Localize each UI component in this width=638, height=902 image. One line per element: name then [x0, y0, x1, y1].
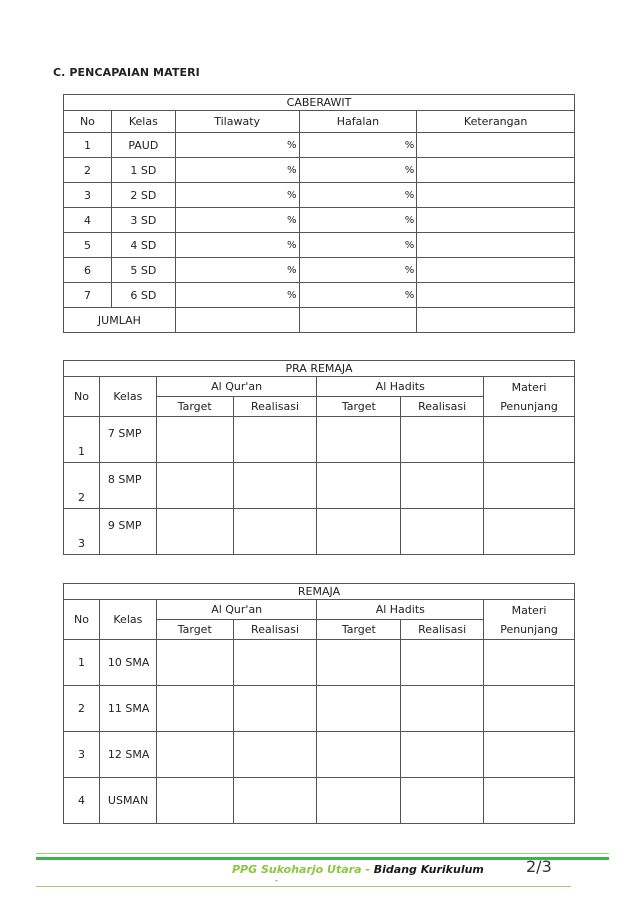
hadits-target-cell[interactable] — [317, 509, 401, 555]
quran-realisasi-cell[interactable] — [233, 732, 317, 778]
materi-penunjang-cell[interactable] — [484, 778, 575, 824]
row-no: 4 — [64, 778, 100, 824]
row-no: 2 — [64, 686, 100, 732]
row-kelas: 8 SMP — [99, 463, 156, 509]
header-hafalan: Hafalan — [299, 111, 417, 133]
table-row — [64, 417, 575, 463]
footer-divider-bottom — [36, 886, 571, 887]
header-quran-target: Target — [156, 397, 233, 417]
header-quran: Al Qur'an — [156, 600, 317, 620]
quran-realisasi-cell[interactable] — [233, 686, 317, 732]
tilawaty-cell[interactable]: % — [175, 183, 299, 208]
quran-realisasi-cell[interactable] — [233, 778, 317, 824]
materi-penunjang-cell[interactable] — [484, 732, 575, 778]
hadits-realisasi-cell[interactable] — [401, 417, 484, 463]
row-no: 1 — [64, 417, 100, 463]
hafalan-cell[interactable]: % — [299, 233, 417, 258]
hadits-target-cell[interactable] — [317, 640, 401, 686]
row-no: 1 — [64, 133, 112, 158]
header-materi-penunjang: Materi Penunjang — [484, 377, 575, 417]
table-row — [64, 133, 575, 158]
materi-penunjang-cell[interactable] — [484, 509, 575, 555]
hadits-realisasi-cell[interactable] — [401, 686, 484, 732]
hadits-target-cell[interactable] — [317, 778, 401, 824]
pra-remaja-title: PRA REMAJA — [64, 361, 575, 377]
hadits-realisasi-cell[interactable] — [401, 732, 484, 778]
table-row — [64, 208, 575, 233]
remaja-title: REMAJA — [64, 584, 575, 600]
total-hafalan-cell[interactable] — [299, 308, 417, 333]
quran-realisasi-cell[interactable] — [233, 417, 317, 463]
row-no: 5 — [64, 233, 112, 258]
row-kelas: 11 SMA — [99, 686, 156, 732]
total-row — [64, 308, 575, 333]
header-keterangan: Keterangan — [417, 111, 575, 133]
header-tilawaty: Tilawaty — [175, 111, 299, 133]
remaja-table — [63, 583, 575, 824]
total-keterangan-cell[interactable] — [417, 308, 575, 333]
tilawaty-cell[interactable]: % — [175, 283, 299, 308]
table-row — [64, 183, 575, 208]
caberawit-title: CABERAWIT — [64, 95, 575, 111]
keterangan-cell[interactable] — [417, 208, 575, 233]
header-hadits-target: Target — [317, 620, 401, 640]
row-kelas: 1 SD — [111, 158, 175, 183]
pra-remaja-table — [63, 360, 575, 555]
footer-dash: - — [275, 876, 278, 885]
row-kelas: 2 SD — [111, 183, 175, 208]
table-row — [64, 778, 575, 824]
footer-divider-top — [36, 853, 609, 854]
header-quran-realisasi: Realisasi — [233, 620, 317, 640]
tilawaty-cell[interactable]: % — [175, 208, 299, 233]
table-row — [64, 732, 575, 778]
row-kelas: 12 SMA — [99, 732, 156, 778]
row-kelas: 10 SMA — [99, 640, 156, 686]
table-row — [64, 640, 575, 686]
header-quran-target: Target — [156, 620, 233, 640]
quran-target-cell[interactable] — [156, 509, 233, 555]
header-hadits-realisasi: Realisasi — [401, 620, 484, 640]
quran-realisasi-cell[interactable] — [233, 509, 317, 555]
row-kelas: PAUD — [111, 133, 175, 158]
footer-department: Bidang Kurikulum — [373, 863, 484, 876]
hafalan-cell[interactable]: % — [299, 258, 417, 283]
hadits-realisasi-cell[interactable] — [401, 463, 484, 509]
header-kelas: Kelas — [99, 377, 156, 417]
footer-org: PPG Sukoharjo Utara — [232, 863, 362, 876]
section-title: C. PENCAPAIAN MATERI — [53, 66, 200, 79]
keterangan-cell[interactable] — [417, 133, 575, 158]
row-kelas: 5 SD — [111, 258, 175, 283]
quran-realisasi-cell[interactable] — [233, 463, 317, 509]
tilawaty-cell[interactable]: % — [175, 233, 299, 258]
tilawaty-cell[interactable]: % — [175, 258, 299, 283]
row-kelas: 4 SD — [111, 233, 175, 258]
row-kelas: 3 SD — [111, 208, 175, 233]
header-quran: Al Qur'an — [156, 377, 317, 397]
keterangan-cell[interactable] — [417, 183, 575, 208]
total-label: JUMLAH — [64, 308, 176, 333]
quran-target-cell[interactable] — [156, 417, 233, 463]
keterangan-cell[interactable] — [417, 258, 575, 283]
quran-target-cell[interactable] — [156, 463, 233, 509]
footer-separator: - — [361, 863, 374, 876]
row-no: 7 — [64, 283, 112, 308]
table-row — [64, 283, 575, 308]
materi-penunjang-cell[interactable] — [484, 463, 575, 509]
hadits-target-cell[interactable] — [317, 417, 401, 463]
header-kelas: Kelas — [111, 111, 175, 133]
table-row — [64, 686, 575, 732]
tilawaty-cell[interactable]: % — [175, 158, 299, 183]
hadits-realisasi-cell[interactable] — [401, 509, 484, 555]
hadits-realisasi-cell[interactable] — [401, 778, 484, 824]
row-no: 3 — [64, 509, 100, 555]
hafalan-cell[interactable]: % — [299, 158, 417, 183]
total-tilawaty-cell[interactable] — [175, 308, 299, 333]
hafalan-cell[interactable]: % — [299, 133, 417, 158]
hadits-realisasi-cell[interactable] — [401, 640, 484, 686]
table-row — [64, 509, 575, 555]
row-kelas: 6 SD — [111, 283, 175, 308]
footer-text — [232, 863, 484, 876]
quran-target-cell[interactable] — [156, 686, 233, 732]
hafalan-cell[interactable]: % — [299, 283, 417, 308]
row-no: 1 — [64, 640, 100, 686]
table-row — [64, 258, 575, 283]
row-no: 4 — [64, 208, 112, 233]
hadits-target-cell[interactable] — [317, 686, 401, 732]
row-no: 2 — [64, 158, 112, 183]
keterangan-cell[interactable] — [417, 283, 575, 308]
header-hadits-target: Target — [317, 397, 401, 417]
header-materi-penunjang: Materi Penunjang — [484, 600, 575, 640]
caberawit-table — [63, 94, 575, 333]
header-no: No — [64, 377, 100, 417]
quran-target-cell[interactable] — [156, 732, 233, 778]
header-kelas: Kelas — [99, 600, 156, 640]
table-row — [64, 233, 575, 258]
tilawaty-cell[interactable]: % — [175, 133, 299, 158]
keterangan-cell[interactable] — [417, 233, 575, 258]
row-kelas: USMAN — [99, 778, 156, 824]
row-no: 3 — [64, 732, 100, 778]
quran-target-cell[interactable] — [156, 778, 233, 824]
hadits-target-cell[interactable] — [317, 463, 401, 509]
footer-divider-green — [36, 857, 609, 860]
materi-penunjang-cell[interactable] — [484, 417, 575, 463]
keterangan-cell[interactable] — [417, 158, 575, 183]
materi-penunjang-cell[interactable] — [484, 640, 575, 686]
materi-penunjang-cell[interactable] — [484, 686, 575, 732]
header-hadits: Al Hadits — [317, 377, 484, 397]
hadits-target-cell[interactable] — [317, 732, 401, 778]
hafalan-cell[interactable]: % — [299, 183, 417, 208]
table-row — [64, 463, 575, 509]
header-no: No — [64, 111, 112, 133]
quran-target-cell[interactable] — [156, 640, 233, 686]
row-kelas: 7 SMP — [99, 417, 156, 463]
page-number: 2/3 — [526, 857, 552, 876]
header-hadits: Al Hadits — [317, 600, 484, 620]
row-no: 2 — [64, 463, 100, 509]
header-hadits-realisasi: Realisasi — [401, 397, 484, 417]
row-no: 3 — [64, 183, 112, 208]
header-no: No — [64, 600, 100, 640]
row-no: 6 — [64, 258, 112, 283]
hafalan-cell[interactable]: % — [299, 208, 417, 233]
row-kelas: 9 SMP — [99, 509, 156, 555]
table-row — [64, 158, 575, 183]
header-quran-realisasi: Realisasi — [233, 397, 317, 417]
quran-realisasi-cell[interactable] — [233, 640, 317, 686]
